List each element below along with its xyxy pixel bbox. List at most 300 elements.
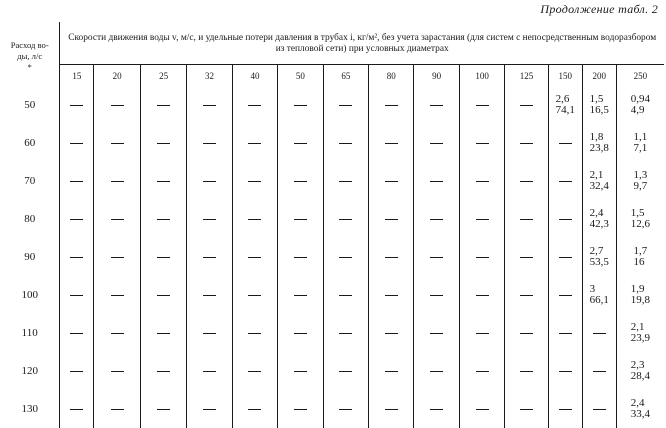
empty-cell xyxy=(323,162,368,200)
empty-cell xyxy=(369,238,414,276)
dash-mark xyxy=(476,219,489,220)
empty-cell xyxy=(94,276,140,314)
empty-cell xyxy=(505,276,548,314)
empty-cell xyxy=(505,238,548,276)
dash-mark xyxy=(203,409,216,410)
dash-mark xyxy=(111,409,124,410)
velocity-table xyxy=(0,22,664,428)
empty-cell xyxy=(323,314,368,352)
value-cell xyxy=(548,86,582,124)
empty-cell xyxy=(232,390,277,428)
dash-mark xyxy=(294,181,307,182)
empty-cell xyxy=(323,124,368,162)
velocity-value: 2,7 xyxy=(589,245,604,257)
pressure-loss-value: 4,9 xyxy=(630,104,645,116)
dash-mark xyxy=(559,257,572,258)
empty-cell xyxy=(278,276,323,314)
empty-cell xyxy=(582,314,616,352)
flow-value: 60 xyxy=(0,124,60,162)
pressure-loss-value: 28,4 xyxy=(630,370,651,382)
table-body xyxy=(0,86,664,428)
diameter-header: 15 xyxy=(60,65,94,87)
dash-mark xyxy=(520,181,533,182)
pressure-loss-value: 53,5 xyxy=(589,256,609,268)
empty-cell xyxy=(140,352,186,390)
flow-value: 130 xyxy=(0,390,60,428)
flow-value: 90 xyxy=(0,238,60,276)
empty-cell xyxy=(60,276,94,314)
table-row xyxy=(0,162,664,200)
dash-mark xyxy=(339,333,352,334)
empty-cell xyxy=(369,86,414,124)
dash-mark xyxy=(339,219,352,220)
value-cell xyxy=(616,352,664,390)
empty-cell xyxy=(60,390,94,428)
empty-cell xyxy=(278,200,323,238)
row-header-line: ды, л/с xyxy=(17,51,43,61)
dash-mark xyxy=(593,371,606,372)
value-cell xyxy=(582,276,616,314)
pressure-loss-value: 33,4 xyxy=(630,408,651,420)
flow-value: 70 xyxy=(0,162,60,200)
empty-cell xyxy=(323,390,368,428)
dash-mark xyxy=(248,257,261,258)
dash-mark xyxy=(203,295,216,296)
dash-mark xyxy=(559,143,572,144)
dash-mark xyxy=(294,333,307,334)
dash-mark xyxy=(248,105,261,106)
diameter-header: 40 xyxy=(232,65,277,87)
empty-cell xyxy=(94,352,140,390)
dash-mark xyxy=(70,105,83,106)
dash-mark xyxy=(70,219,83,220)
dash-mark xyxy=(70,181,83,182)
dash-mark xyxy=(157,371,170,372)
empty-cell xyxy=(94,200,140,238)
dash-mark xyxy=(203,105,216,106)
continuation-label: Продолжение табл. 2 xyxy=(540,2,658,16)
value-cell xyxy=(582,238,616,276)
flow-value: 120 xyxy=(0,352,60,390)
empty-cell xyxy=(505,86,548,124)
dash-mark xyxy=(339,295,352,296)
empty-cell xyxy=(187,200,232,238)
empty-cell xyxy=(323,352,368,390)
dash-mark xyxy=(476,409,489,410)
empty-cell xyxy=(278,352,323,390)
velocity-value: 2,4 xyxy=(630,397,645,409)
dash-mark xyxy=(559,219,572,220)
empty-cell xyxy=(187,238,232,276)
empty-cell xyxy=(414,352,459,390)
dash-mark xyxy=(385,409,398,410)
empty-cell xyxy=(369,276,414,314)
dash-mark xyxy=(430,181,443,182)
empty-cell xyxy=(548,238,582,276)
dash-mark xyxy=(248,409,261,410)
dash-mark xyxy=(385,181,398,182)
empty-cell xyxy=(414,390,459,428)
dash-mark xyxy=(559,295,572,296)
main-header: Скорости движения воды v, м/с, и удельные потери давления в трубах i, кг/м², без учета зарастания (для систем с непосредственным водоразбором из тепловой сети) при условных диаметрах xyxy=(60,22,664,65)
dash-mark xyxy=(157,295,170,296)
empty-cell xyxy=(369,314,414,352)
empty-cell xyxy=(232,162,277,200)
dash-mark xyxy=(294,143,307,144)
dash-mark xyxy=(430,219,443,220)
dash-mark xyxy=(203,143,216,144)
flow-value: 100 xyxy=(0,276,60,314)
diameter-header: 100 xyxy=(459,65,504,87)
velocity-value: 2,1 xyxy=(589,169,604,181)
dash-mark xyxy=(203,219,216,220)
empty-cell xyxy=(94,86,140,124)
dash-mark xyxy=(385,295,398,296)
dash-mark xyxy=(248,295,261,296)
dash-mark xyxy=(430,371,443,372)
velocity-value: 2,1 xyxy=(630,321,645,333)
value-cell xyxy=(582,124,616,162)
dash-mark xyxy=(385,105,398,106)
dash-mark xyxy=(248,219,261,220)
dash-mark xyxy=(339,257,352,258)
value-cell xyxy=(616,86,664,124)
empty-cell xyxy=(369,390,414,428)
dash-mark xyxy=(559,181,572,182)
pressure-loss-value: 9,7 xyxy=(633,180,648,192)
value-cell xyxy=(616,314,664,352)
dash-mark xyxy=(111,295,124,296)
empty-cell xyxy=(548,352,582,390)
row-header-line: Расход во- xyxy=(10,40,49,50)
empty-cell xyxy=(140,276,186,314)
diameter-header: 80 xyxy=(369,65,414,87)
diameter-header: 150 xyxy=(548,65,582,87)
dash-mark xyxy=(385,371,398,372)
dash-mark xyxy=(520,257,533,258)
dash-mark xyxy=(111,181,124,182)
empty-cell xyxy=(140,200,186,238)
pressure-loss-value: 66,1 xyxy=(589,294,609,306)
dash-mark xyxy=(294,409,307,410)
dash-mark xyxy=(520,333,533,334)
empty-cell xyxy=(60,314,94,352)
pressure-loss-value: 74,1 xyxy=(555,104,575,116)
velocity-value: 1,1 xyxy=(633,131,648,143)
value-cell xyxy=(616,124,664,162)
dash-mark xyxy=(520,219,533,220)
empty-cell xyxy=(505,390,548,428)
empty-cell xyxy=(94,162,140,200)
dash-mark xyxy=(157,143,170,144)
empty-cell xyxy=(459,276,504,314)
empty-cell xyxy=(60,162,94,200)
diameter-header: 90 xyxy=(414,65,459,87)
dash-mark xyxy=(476,295,489,296)
velocity-value: 2,3 xyxy=(630,359,645,371)
empty-cell xyxy=(414,276,459,314)
dash-mark xyxy=(476,105,489,106)
velocity-value: 1,3 xyxy=(633,169,648,181)
empty-cell xyxy=(459,124,504,162)
pressure-loss-value: 23,9 xyxy=(630,332,651,344)
velocity-value: 1,7 xyxy=(633,245,648,257)
dash-mark xyxy=(430,257,443,258)
dash-mark xyxy=(476,181,489,182)
empty-cell xyxy=(187,390,232,428)
dash-mark xyxy=(520,371,533,372)
pressure-loss-value: 16 xyxy=(633,256,645,268)
dash-mark xyxy=(385,219,398,220)
empty-cell xyxy=(459,238,504,276)
empty-cell xyxy=(582,352,616,390)
pressure-loss-value: 7,1 xyxy=(633,142,648,154)
dash-mark xyxy=(520,105,533,106)
value-cell xyxy=(616,238,664,276)
dash-mark xyxy=(111,257,124,258)
value-cell xyxy=(616,162,664,200)
dash-mark xyxy=(203,257,216,258)
dash-mark xyxy=(339,143,352,144)
dash-mark xyxy=(559,409,572,410)
empty-cell xyxy=(278,314,323,352)
empty-cell xyxy=(140,238,186,276)
empty-cell xyxy=(60,238,94,276)
dash-mark xyxy=(294,295,307,296)
empty-cell xyxy=(548,390,582,428)
empty-cell xyxy=(60,200,94,238)
dash-mark xyxy=(476,257,489,258)
empty-cell xyxy=(414,238,459,276)
diameter-header: 32 xyxy=(187,65,232,87)
pressure-loss-value: 42,3 xyxy=(589,218,609,230)
dash-mark xyxy=(248,371,261,372)
diameter-header: 20 xyxy=(94,65,140,87)
dash-mark xyxy=(157,257,170,258)
pressure-loss-value: 12,6 xyxy=(630,218,651,230)
empty-cell xyxy=(505,352,548,390)
empty-cell xyxy=(548,124,582,162)
dash-mark xyxy=(157,333,170,334)
value-cell xyxy=(582,86,616,124)
diameter-header: 125 xyxy=(505,65,548,87)
empty-cell xyxy=(140,86,186,124)
empty-cell xyxy=(232,276,277,314)
empty-cell xyxy=(548,276,582,314)
dash-mark xyxy=(430,333,443,334)
dash-mark xyxy=(476,333,489,334)
flow-value: 80 xyxy=(0,200,60,238)
diameter-header: 250 xyxy=(633,70,648,81)
dash-mark xyxy=(111,371,124,372)
velocity-value: 0,94 xyxy=(630,93,651,105)
dash-mark xyxy=(203,371,216,372)
dash-mark xyxy=(520,409,533,410)
dash-mark xyxy=(111,105,124,106)
velocity-value: 2,6 xyxy=(555,93,570,105)
empty-cell xyxy=(187,124,232,162)
dash-mark xyxy=(294,257,307,258)
empty-cell xyxy=(278,162,323,200)
empty-cell xyxy=(187,86,232,124)
dash-mark xyxy=(70,333,83,334)
empty-cell xyxy=(278,390,323,428)
diameter-header: 50 xyxy=(278,65,323,87)
empty-cell xyxy=(414,314,459,352)
empty-cell xyxy=(459,86,504,124)
table-row xyxy=(0,352,664,390)
velocity-value: 3 xyxy=(589,283,596,295)
table-row xyxy=(0,124,664,162)
dash-mark xyxy=(385,333,398,334)
empty-cell xyxy=(232,238,277,276)
dash-mark xyxy=(339,371,352,372)
empty-cell xyxy=(323,86,368,124)
dash-mark xyxy=(294,219,307,220)
table-row xyxy=(0,238,664,276)
dash-mark xyxy=(111,333,124,334)
value-cell xyxy=(616,200,664,238)
empty-cell xyxy=(414,162,459,200)
velocity-value: 1,8 xyxy=(589,131,604,143)
dash-mark xyxy=(70,409,83,410)
dash-mark xyxy=(248,181,261,182)
table-row xyxy=(0,390,664,428)
dash-mark xyxy=(430,409,443,410)
empty-cell xyxy=(187,352,232,390)
value-cell xyxy=(582,200,616,238)
empty-cell xyxy=(414,124,459,162)
empty-cell xyxy=(140,124,186,162)
table-row xyxy=(0,314,664,352)
dash-mark xyxy=(520,143,533,144)
empty-cell xyxy=(414,86,459,124)
table-row xyxy=(0,276,664,314)
empty-cell xyxy=(505,162,548,200)
empty-cell xyxy=(60,86,94,124)
empty-cell xyxy=(548,162,582,200)
dash-mark xyxy=(593,333,606,334)
dash-mark xyxy=(248,333,261,334)
empty-cell xyxy=(187,314,232,352)
diameter-header: 200 xyxy=(582,65,616,87)
dash-mark xyxy=(430,295,443,296)
dash-mark xyxy=(430,105,443,106)
empty-cell xyxy=(232,124,277,162)
row-header-line: * xyxy=(27,62,32,72)
velocity-value: 1,9 xyxy=(630,283,645,295)
value-cell xyxy=(582,162,616,200)
empty-cell xyxy=(505,124,548,162)
dash-mark xyxy=(339,409,352,410)
table-row xyxy=(0,200,664,238)
empty-cell xyxy=(369,352,414,390)
dash-mark xyxy=(430,143,443,144)
dash-mark xyxy=(559,333,572,334)
dash-mark xyxy=(203,333,216,334)
empty-cell xyxy=(60,352,94,390)
empty-cell xyxy=(505,314,548,352)
empty-cell xyxy=(459,390,504,428)
dash-mark xyxy=(385,257,398,258)
flow-value: 110 xyxy=(0,314,60,352)
dash-mark xyxy=(339,181,352,182)
empty-cell xyxy=(459,352,504,390)
empty-cell xyxy=(140,162,186,200)
dash-mark xyxy=(111,143,124,144)
flow-value: 50 xyxy=(0,86,60,124)
dash-mark xyxy=(157,219,170,220)
row-header xyxy=(0,22,60,86)
dash-mark xyxy=(70,143,83,144)
dash-mark xyxy=(339,105,352,106)
empty-cell xyxy=(323,238,368,276)
dash-mark xyxy=(157,409,170,410)
empty-cell xyxy=(278,86,323,124)
empty-cell xyxy=(187,276,232,314)
value-cell xyxy=(616,390,664,428)
velocity-value: 1,5 xyxy=(589,93,604,105)
table-row xyxy=(0,86,664,124)
dash-mark xyxy=(476,371,489,372)
dash-mark xyxy=(294,105,307,106)
empty-cell xyxy=(582,390,616,428)
diameter-header: 65 xyxy=(323,65,368,87)
empty-cell xyxy=(94,238,140,276)
dash-mark xyxy=(70,371,83,372)
empty-cell xyxy=(232,200,277,238)
empty-cell xyxy=(94,390,140,428)
pressure-loss-value: 32,4 xyxy=(589,180,609,192)
empty-cell xyxy=(369,162,414,200)
dash-mark xyxy=(248,143,261,144)
empty-cell xyxy=(414,200,459,238)
dash-mark xyxy=(203,181,216,182)
dash-mark xyxy=(111,219,124,220)
empty-cell xyxy=(459,314,504,352)
dash-mark xyxy=(385,143,398,144)
velocity-value: 2,4 xyxy=(589,207,604,219)
diameter-row xyxy=(0,65,664,87)
empty-cell xyxy=(323,200,368,238)
empty-cell xyxy=(140,314,186,352)
dash-mark xyxy=(294,371,307,372)
empty-cell xyxy=(140,390,186,428)
dash-mark xyxy=(593,409,606,410)
dash-mark xyxy=(70,257,83,258)
empty-cell xyxy=(505,200,548,238)
dash-mark xyxy=(157,181,170,182)
empty-cell xyxy=(459,162,504,200)
pressure-loss-value: 19,8 xyxy=(630,294,651,306)
empty-cell xyxy=(278,124,323,162)
empty-cell xyxy=(232,314,277,352)
empty-cell xyxy=(369,124,414,162)
dash-mark xyxy=(157,105,170,106)
empty-cell xyxy=(323,276,368,314)
value-cell xyxy=(616,276,664,314)
dash-mark xyxy=(476,143,489,144)
diameter-header: 25 xyxy=(140,65,186,87)
empty-cell xyxy=(548,314,582,352)
velocity-value: 1,5 xyxy=(630,207,645,219)
dash-mark xyxy=(559,371,572,372)
empty-cell xyxy=(459,200,504,238)
empty-cell xyxy=(369,200,414,238)
dash-mark xyxy=(520,295,533,296)
dash-mark xyxy=(70,295,83,296)
pressure-loss-value: 16,5 xyxy=(589,104,609,116)
